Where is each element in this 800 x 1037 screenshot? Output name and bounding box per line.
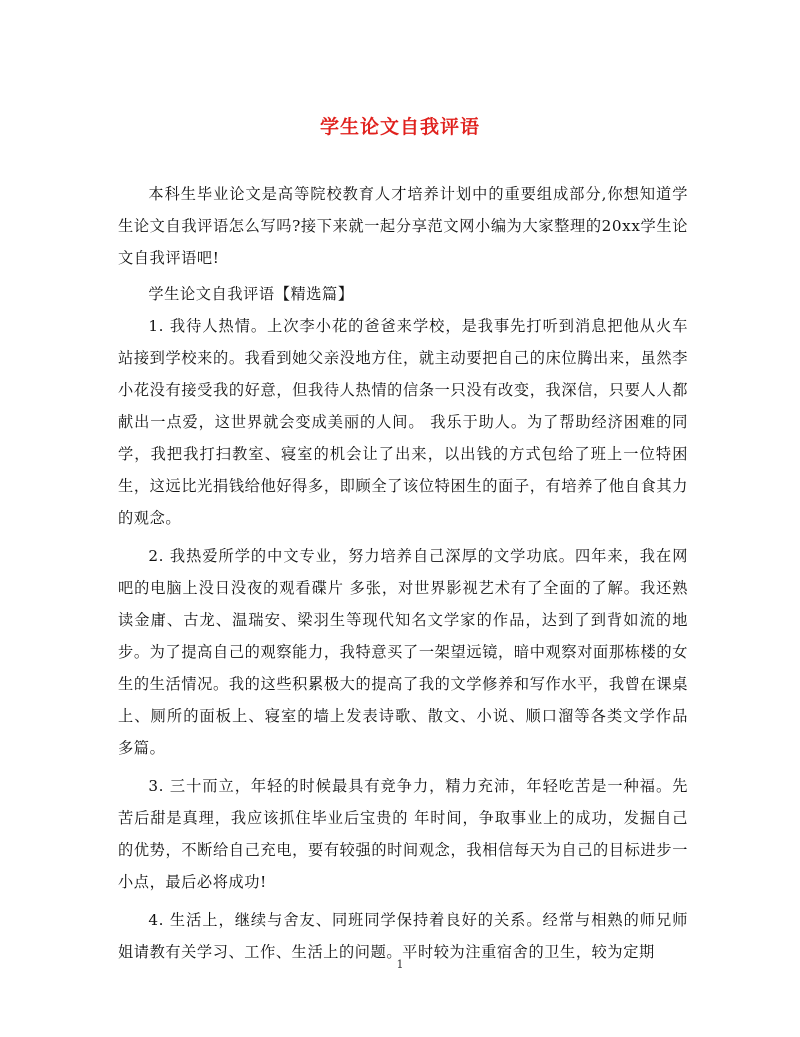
paragraph-4: 4. 生活上，继续与舍友、同班同学保持着良好的关系。经常与相熟的师兄师姐请教有关学习、工作、生活上的问题。平时较为注重宿舍的卫生，较为定期 (118, 911, 688, 961)
page-number: 1 (396, 958, 404, 971)
document-title: 学生论文自我评语 (319, 116, 480, 138)
paragraph-2: 2. 我热爱所学的中文专业，努力培养自己深厚的文学功底。四年来，我在网吧的电脑上没日没夜的观看碟片 多张，对世界影视艺术有了全面的了解。我还熟读金庸、古龙、温瑞安、梁羽生等现代知名文学家的作品，达到了到背如流的地步。为了提高自己的观察能力，我特意买了一架望远镜，暗中观察对面那栋楼的女生的生活情况。我的这些积累极大的提高了我的文学修养和写作水平，我曾在课桌上、厕所的面板上、寝室的墙上发表诗歌、散文、小说、顺口溜等各类文学作品 多篇。 (118, 547, 688, 757)
section-heading: 学生论文自我评语【精选篇】 (148, 285, 354, 303)
paragraph-3: 3. 三十而立，年轻的时候最具有竞争力，精力充沛，年轻吃苦是一种福。先苦后甜是真理，我应该抓住毕业后宝贵的 年时间，争取事业上的成功，发掘自己的优势，不断给自己充电，要有较强的时间观念，我相信每天为自己的目标进步一小点，最后必将成功! (118, 777, 688, 891)
document-body (118, 178, 688, 968)
paragraph-1: 1. 我待人热情。上次李小花的爸爸来学校，是我事先打听到消息把他从火车站接到学校来的。我看到她父亲没地方住，就主动要把自己的床位腾出来，虽然李小花没有接受我的好意，但我待人热情的信条一只没有改变，我深信，只要人人都献出一点爱，这世界就会变成美丽的人间。 我乐于助人。为了帮助经济困难的同学，我把我打扫教室、寝室的机会让了出来，以出钱的方式包给了班上一位特困生，这远比光捐钱给他好得多，即顾全了该位特困生的面子，有培养了他自食其力的观念。 (118, 317, 688, 527)
intro-paragraph: 本科生毕业论文是高等院校教育人才培养计划中的重要组成部分,你想知道学生论文自我评语怎么写吗?接下来就一起分享范文网小编为大家整理的20xx学生论文自我评语吧! (118, 185, 688, 267)
